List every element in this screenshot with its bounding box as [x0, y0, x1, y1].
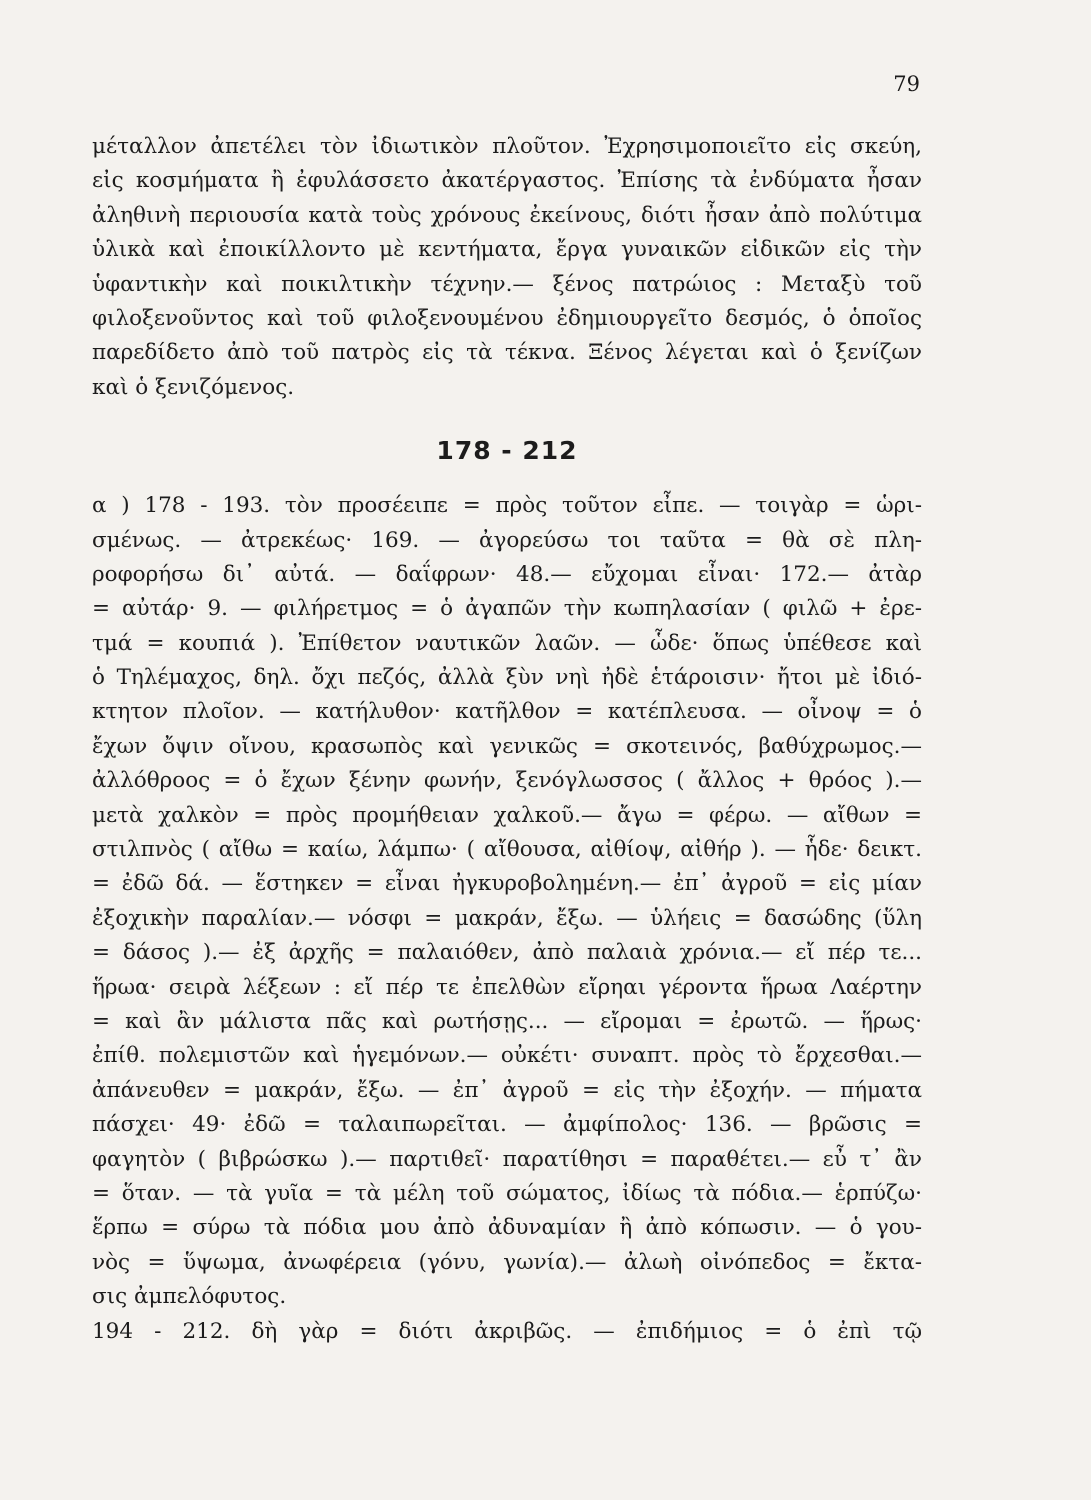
text-line: μέταλλον ἀπετέλει τὸν ἰδιωτικὸν πλοῦτον. Ἐχρησιμοποιεῖτο εἰς σκεύη,: [92, 134, 922, 159]
text-line: = καὶ ἂν μάλιστα πᾶς καὶ ρωτήσῃς... — εἴρομαι = ἐρωτῶ. — ἥρως·: [92, 1008, 922, 1034]
text-body: [92, 130, 922, 1349]
text-line: τμά = κουπιά ). Ἐπίθετον ναυτικῶν λαῶν. — ὧδε· ὅπως ὑπέθεσε καὶ: [92, 630, 922, 656]
text-line: ροφορήσω δι᾿ αὐτά. — δαΐφρων· 48.— εὔχομαι εἶναι· 172.— ἀτὰρ: [92, 561, 922, 587]
text-line: 194 - 212. δὴ γὰρ = διότι ἀκριβῶς. — ἐπιδήμιος = ὁ ἐπὶ τῷ: [92, 1318, 922, 1344]
commentary-paragraph: [92, 489, 922, 1349]
text-line: στιλπνὸς ( αἴθω = καίω, λάμπω· ( αἴθουσα, αἰθίοψ, αἰθήρ ). — ἧδε· δεικτ.: [92, 837, 922, 863]
text-line: ἐξοχικὴν παραλίαν.— νόσφι = μακράν, ἔξω. — ὑλήεις = δασώδης (ὕλη: [92, 905, 922, 931]
text-line: ὑφαντικὴν καὶ ποικιλτικὴν τέχνην.— ξένος πατρώιος : Μεταξὺ τοῦ: [92, 271, 922, 297]
text-line: ἕρπω = σύρω τὰ πόδια μου ἀπὸ ἀδυναμίαν ἢ ἀπὸ κόπωσιν. — ὁ γου-: [92, 1215, 922, 1241]
text-line: = δάσος ).— ἐξ ἀρχῆς = παλαιόθεν, ἀπὸ παλαιὰ χρόνια.— εἴ πέρ τε...: [92, 940, 922, 966]
text-line: α ) 178 - 193. τὸν προσέειπε = πρὸς τοῦτον εἶπε. — τοιγὰρ = ὡρι-: [92, 493, 922, 519]
text-line: νὸς = ὕψωμα, ἀνωφέρεια (γόνυ, γωνία).— ἀλωὴ οἰνόπεδος = ἔκτα-: [92, 1249, 922, 1275]
text-line: ἥρωα· σειρὰ λέξεων : εἴ πέρ τε ἐπελθὼν εἴρηαι γέροντα ἥρωα Λαέρτην: [92, 974, 922, 1000]
text-line: ἀπάνευθεν = μακράν, ἔξω. — ἐπ᾿ ἀγροῦ = εἰς τὴν ἐξοχήν. — πήματα: [92, 1077, 922, 1103]
text-line: πάσχει· 49· ἐδῶ = ταλαιπωρεῖται. — ἀμφίπολος· 136. — βρῶσις =: [92, 1112, 922, 1138]
text-line: ἀλλόθροος = ὁ ἔχων ξένην φωνήν, ξενόγλωσσος ( ἄλλος + θρόος ).—: [92, 768, 922, 794]
text-line: ἔχων ὄψιν οἴνου, κρασωπὸς καὶ γενικῶς = σκοτεινός, βαθύχρωμος.—: [92, 733, 922, 759]
text-line: ὑλικὰ καὶ ἐποικίλλοντο μὲ κεντήματα, ἔργα γυναικῶν εἰδικῶν εἰς τὴν: [92, 237, 922, 263]
text-line: ἀληθινὴ περιουσία κατὰ τοὺς χρόνους ἐκείνους, διότι ἦσαν ἀπὸ πολύτιμα: [92, 202, 922, 228]
text-line: σις ἀμπελόφυτος.: [92, 1284, 287, 1310]
text-line: σμένως. — ἀτρεκέως· 169. — ἀγορεύσω τοι ταῦτα = θὰ σὲ πλη-: [92, 527, 922, 553]
text-line: = ὅταν. — τὰ γυῖα = τὰ μέλη τοῦ σώματος, ἰδίως τὰ πόδια.— ἑρπύζω·: [92, 1180, 922, 1206]
text-line: = ἐδῶ δά. — ἕστηκεν = εἶναι ἠγκυροβολημένη.— ἐπ᾿ ἀγροῦ = εἰς μίαν: [92, 871, 922, 897]
text-line: εἰς κοσμήματα ἢ ἐφυλάσσετο ἀκατέργαστος. Ἐπίσης τὰ ἐνδύματα ἦσαν: [92, 168, 922, 194]
text-line: = αὐτάρ· 9. — φιλήρετμος = ὁ ἀγαπῶν τὴν κωπηλασίαν ( φιλῶ + ἐρε-: [92, 596, 922, 622]
text-line: φαγητὸν ( βιβρώσκω ).— παρτιθεῖ· παρατίθησι = παραθέτει.— εὖ τ᾿ ἂν: [92, 1146, 922, 1172]
text-line: ἐπίθ. πολεμιστῶν καὶ ἡγεμόνων.— οὐκέτι· συναπτ. πρὸς τὸ ἔρχεσθαι.—: [92, 1043, 922, 1069]
text-line: μετὰ χαλκὸν = πρὸς προμήθειαν χαλκοῦ.— ἄγω = φέρω. — αἴθων =: [92, 802, 922, 828]
intro-paragraph: [92, 130, 922, 405]
text-line: ὁ Τηλέμαχος, δηλ. ὄχι πεζός, ἀλλὰ ξὺν νηὶ ἠδὲ ἑτάροισιν· ἤτοι μὲ ἰδιό-: [92, 665, 922, 691]
page-number: 79: [893, 72, 920, 96]
text-line: κτητον πλοῖον. — κατήλυθον· κατῆλθον = κατέπλευσα. — οἶνοψ = ὁ: [92, 699, 922, 725]
text-line: παρεδίδετο ἀπὸ τοῦ πατρὸς εἰς τὰ τέκνα. Ξένος λέγεται καὶ ὁ ξενίζων: [92, 340, 922, 366]
text-line: καὶ ὁ ξενιζόμενος.: [92, 374, 295, 400]
section-heading: 178 - 212: [436, 436, 578, 466]
text-line: φιλοξενοῦντος καὶ τοῦ φιλοξενουμένου ἐδημιουργεῖτο δεσμός, ὁ ὁποῖος: [92, 305, 922, 331]
